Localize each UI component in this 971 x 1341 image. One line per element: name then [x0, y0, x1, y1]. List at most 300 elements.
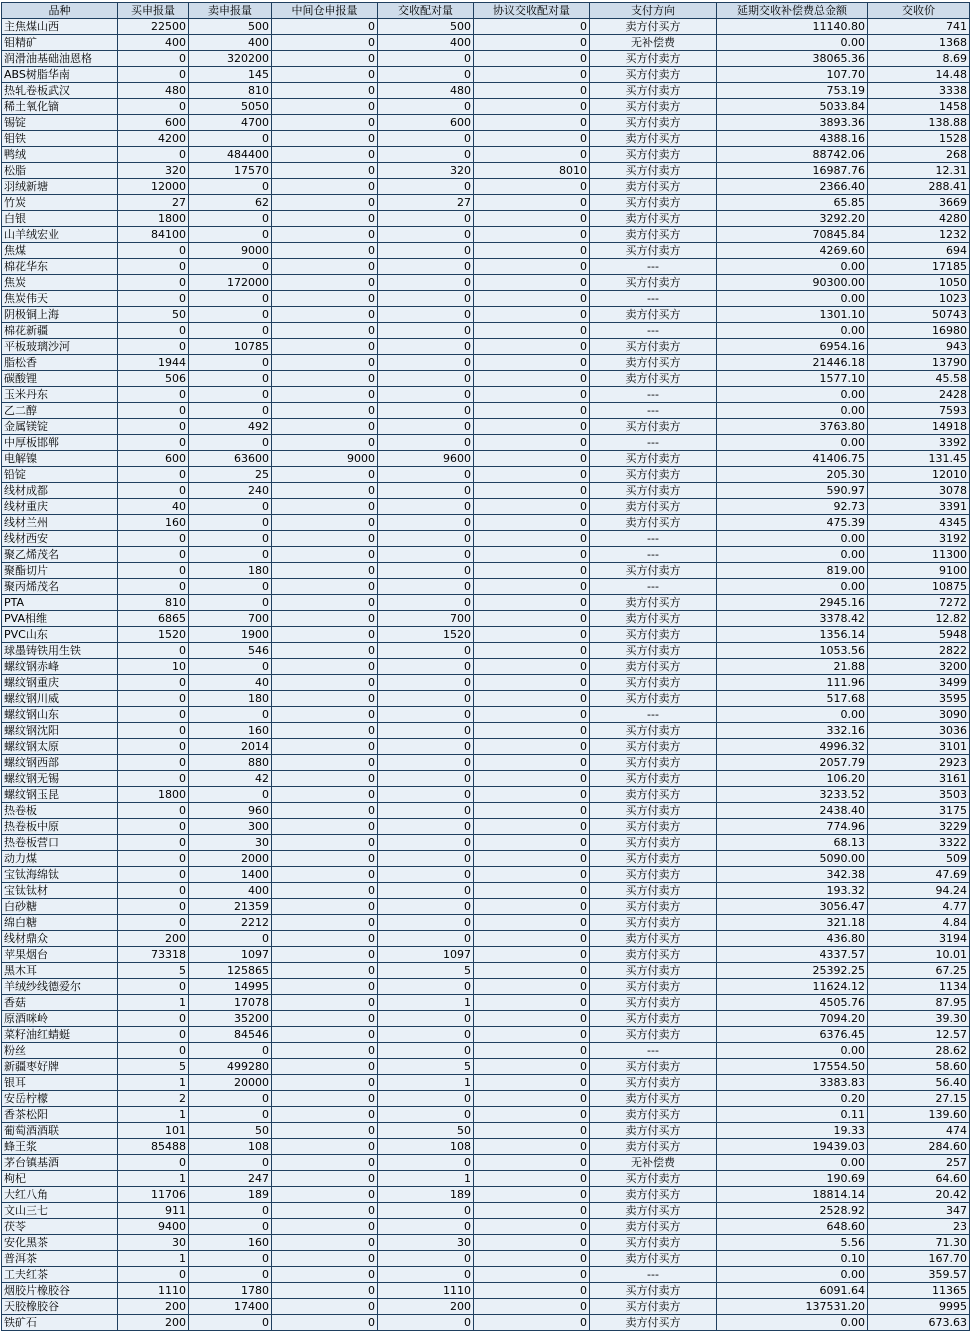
delivery-price-cell: 3229 [868, 819, 970, 835]
delivery-price-cell: 694 [868, 243, 970, 259]
delivery-price-cell: 12.82 [868, 611, 970, 627]
col-header-sell-declared: 卖申报量 [189, 3, 272, 19]
variety-cell: 竹炭 [2, 195, 118, 211]
compensation-total-cell: 0.11 [717, 1107, 868, 1123]
agreement-matched-cell: 0 [474, 1139, 590, 1155]
agreement-matched-cell: 0 [474, 547, 590, 563]
delivery-price-cell: 4.77 [868, 899, 970, 915]
variety-cell: 阴极铜上海 [2, 307, 118, 323]
delivery-price-cell: 14.48 [868, 67, 970, 83]
variety-cell: 螺纹钢重庆 [2, 675, 118, 691]
delivery-price-cell: 3200 [868, 659, 970, 675]
delivery-matched-cell: 400 [378, 35, 474, 51]
buy-declared-cell: 0 [118, 755, 189, 771]
delivery-matched-cell: 0 [378, 1107, 474, 1123]
compensation-total-cell: 107.70 [717, 67, 868, 83]
sell-declared-cell: 125865 [189, 963, 272, 979]
variety-cell: 脂松香 [2, 355, 118, 371]
compensation-total-cell: 1053.56 [717, 643, 868, 659]
intermediate-declared-cell: 0 [272, 755, 378, 771]
delivery-price-cell: 3499 [868, 675, 970, 691]
table-row [2, 1187, 970, 1203]
intermediate-declared-cell: 0 [272, 531, 378, 547]
col-header-intermediate-declared: 中间仓申报量 [272, 3, 378, 19]
intermediate-declared-cell: 0 [272, 1171, 378, 1187]
buy-declared-cell: 1944 [118, 355, 189, 371]
compensation-total-cell: 0.00 [717, 579, 868, 595]
payment-direction-cell: 卖方付买方 [590, 595, 717, 611]
table-row [2, 451, 970, 467]
table-row [2, 1091, 970, 1107]
compensation-total-cell: 3763.80 [717, 419, 868, 435]
buy-declared-cell: 5 [118, 963, 189, 979]
payment-direction-cell: --- [590, 403, 717, 419]
compensation-total-cell: 6376.45 [717, 1027, 868, 1043]
intermediate-declared-cell: 0 [272, 1091, 378, 1107]
sell-declared-cell: 1900 [189, 627, 272, 643]
delivery-matched-cell: 0 [378, 1315, 474, 1331]
compensation-total-cell: 205.30 [717, 467, 868, 483]
agreement-matched-cell: 0 [474, 819, 590, 835]
intermediate-declared-cell: 0 [272, 387, 378, 403]
sell-declared-cell: 160 [189, 1235, 272, 1251]
payment-direction-cell: --- [590, 547, 717, 563]
buy-declared-cell: 200 [118, 1299, 189, 1315]
table-row [2, 579, 970, 595]
table-row [2, 675, 970, 691]
sell-declared-cell: 546 [189, 643, 272, 659]
intermediate-declared-cell: 0 [272, 1283, 378, 1299]
payment-direction-cell: 买方付卖方 [590, 563, 717, 579]
variety-cell: 金属镁锭 [2, 419, 118, 435]
intermediate-declared-cell: 0 [272, 787, 378, 803]
delivery-matched-cell: 0 [378, 787, 474, 803]
compensation-total-cell: 11140.80 [717, 19, 868, 35]
variety-cell: 葡萄酒酒联 [2, 1123, 118, 1139]
intermediate-declared-cell: 0 [272, 563, 378, 579]
delivery-matched-cell: 0 [378, 691, 474, 707]
variety-cell: 焦炭 [2, 275, 118, 291]
delivery-matched-cell: 0 [378, 1043, 474, 1059]
buy-declared-cell: 911 [118, 1203, 189, 1219]
agreement-matched-cell: 0 [474, 579, 590, 595]
payment-direction-cell: 买方付卖方 [590, 1299, 717, 1315]
compensation-total-cell: 0.00 [717, 1043, 868, 1059]
buy-declared-cell: 4200 [118, 131, 189, 147]
table-row [2, 1155, 970, 1171]
agreement-matched-cell: 0 [474, 627, 590, 643]
sell-declared-cell: 180 [189, 563, 272, 579]
table-row [2, 259, 970, 275]
variety-cell: 菜籽油红蜻蜓 [2, 1027, 118, 1043]
buy-declared-cell: 0 [118, 243, 189, 259]
table-row [2, 35, 970, 51]
table-row [2, 291, 970, 307]
delivery-price-cell: 3322 [868, 835, 970, 851]
variety-cell: 线材西安 [2, 531, 118, 547]
intermediate-declared-cell: 0 [272, 323, 378, 339]
intermediate-declared-cell: 0 [272, 259, 378, 275]
variety-cell: 苹果烟台 [2, 947, 118, 963]
table-row [2, 1267, 970, 1283]
buy-declared-cell: 0 [118, 387, 189, 403]
buy-declared-cell: 0 [118, 403, 189, 419]
buy-declared-cell: 810 [118, 595, 189, 611]
delivery-matched-cell: 0 [378, 931, 474, 947]
intermediate-declared-cell: 0 [272, 947, 378, 963]
table-row [2, 147, 970, 163]
buy-declared-cell: 0 [118, 851, 189, 867]
delivery-matched-cell: 0 [378, 835, 474, 851]
table-row [2, 611, 970, 627]
buy-declared-cell: 85488 [118, 1139, 189, 1155]
col-header-buy-declared: 买申报量 [118, 3, 189, 19]
delivery-matched-cell: 0 [378, 1219, 474, 1235]
table-row [2, 1027, 970, 1043]
table-row [2, 83, 970, 99]
delivery-price-cell: 16980 [868, 323, 970, 339]
table-row [2, 979, 970, 995]
delivery-matched-cell: 0 [378, 1011, 474, 1027]
agreement-matched-cell: 0 [474, 979, 590, 995]
variety-cell: 香茶松阳 [2, 1107, 118, 1123]
table-row [2, 499, 970, 515]
variety-cell: 线材重庆 [2, 499, 118, 515]
variety-cell: 天胶橡胶谷 [2, 1299, 118, 1315]
variety-cell: 球墨铸铁用生铁 [2, 643, 118, 659]
variety-cell: 平板玻璃沙河 [2, 339, 118, 355]
payment-direction-cell: 卖方付买方 [590, 515, 717, 531]
payment-direction-cell: 卖方付买方 [590, 1219, 717, 1235]
intermediate-declared-cell: 0 [272, 403, 378, 419]
intermediate-declared-cell: 0 [272, 883, 378, 899]
compensation-total-cell: 0.20 [717, 1091, 868, 1107]
delivery-matched-cell: 0 [378, 243, 474, 259]
compensation-total-cell: 4269.60 [717, 243, 868, 259]
delivery-matched-cell: 0 [378, 67, 474, 83]
buy-declared-cell: 101 [118, 1123, 189, 1139]
agreement-matched-cell: 0 [474, 291, 590, 307]
buy-declared-cell: 0 [118, 739, 189, 755]
agreement-matched-cell: 0 [474, 1219, 590, 1235]
intermediate-declared-cell: 0 [272, 1299, 378, 1315]
buy-declared-cell: 0 [118, 531, 189, 547]
payment-direction-cell: 买方付卖方 [590, 883, 717, 899]
buy-declared-cell: 0 [118, 835, 189, 851]
sell-declared-cell: 0 [189, 707, 272, 723]
payment-direction-cell: 买方付卖方 [590, 243, 717, 259]
buy-declared-cell: 160 [118, 515, 189, 531]
intermediate-declared-cell: 0 [272, 611, 378, 627]
table-row [2, 323, 970, 339]
delivery-price-cell: 39.30 [868, 1011, 970, 1027]
delivery-matched-cell: 0 [378, 211, 474, 227]
intermediate-declared-cell: 0 [272, 1043, 378, 1059]
payment-direction-cell: 买方付卖方 [590, 1235, 717, 1251]
payment-direction-cell: 买方付卖方 [590, 1027, 717, 1043]
payment-direction-cell: 买方付卖方 [590, 691, 717, 707]
variety-cell: 螺纹钢玉昆 [2, 787, 118, 803]
variety-cell: 螺纹钢太原 [2, 739, 118, 755]
delivery-price-cell: 1368 [868, 35, 970, 51]
variety-cell: 聚乙烯茂名 [2, 547, 118, 563]
intermediate-declared-cell: 0 [272, 1027, 378, 1043]
buy-declared-cell: 0 [118, 643, 189, 659]
variety-cell: 聚丙烯茂名 [2, 579, 118, 595]
sell-declared-cell: 17570 [189, 163, 272, 179]
intermediate-declared-cell: 0 [272, 643, 378, 659]
payment-direction-cell: 卖方付买方 [590, 307, 717, 323]
agreement-matched-cell: 0 [474, 675, 590, 691]
buy-declared-cell: 30 [118, 1235, 189, 1251]
delivery-price-cell: 47.69 [868, 867, 970, 883]
intermediate-declared-cell: 0 [272, 19, 378, 35]
agreement-matched-cell: 0 [474, 1059, 590, 1075]
table-row [2, 995, 970, 1011]
delivery-price-cell: 3595 [868, 691, 970, 707]
table-row [2, 1251, 970, 1267]
delivery-matched-cell: 0 [378, 579, 474, 595]
delivery-price-cell: 9100 [868, 563, 970, 579]
variety-cell: 黑木耳 [2, 963, 118, 979]
agreement-matched-cell: 0 [474, 259, 590, 275]
buy-declared-cell: 0 [118, 691, 189, 707]
intermediate-declared-cell: 0 [272, 211, 378, 227]
compensation-total-cell: 88742.06 [717, 147, 868, 163]
sell-declared-cell: 0 [189, 515, 272, 531]
intermediate-declared-cell: 0 [272, 675, 378, 691]
buy-declared-cell: 1110 [118, 1283, 189, 1299]
delivery-price-cell: 17185 [868, 259, 970, 275]
sell-declared-cell: 0 [189, 371, 272, 387]
intermediate-declared-cell: 0 [272, 147, 378, 163]
intermediate-declared-cell: 0 [272, 499, 378, 515]
intermediate-declared-cell: 0 [272, 899, 378, 915]
variety-cell: 烟胶片橡胶谷 [2, 1283, 118, 1299]
sell-declared-cell: 0 [189, 323, 272, 339]
intermediate-declared-cell: 0 [272, 483, 378, 499]
agreement-matched-cell: 0 [474, 1187, 590, 1203]
sell-declared-cell: 20000 [189, 1075, 272, 1091]
compensation-total-cell: 11624.12 [717, 979, 868, 995]
agreement-matched-cell: 8010 [474, 163, 590, 179]
buy-declared-cell: 73318 [118, 947, 189, 963]
delivery-price-cell: 509 [868, 851, 970, 867]
compensation-total-cell: 332.16 [717, 723, 868, 739]
variety-cell: 热卷板营口 [2, 835, 118, 851]
variety-cell: 原酒咪岭 [2, 1011, 118, 1027]
sell-declared-cell: 0 [189, 291, 272, 307]
compensation-total-cell: 0.00 [717, 259, 868, 275]
payment-direction-cell: 买方付卖方 [590, 867, 717, 883]
table-row [2, 483, 970, 499]
buy-declared-cell: 1800 [118, 211, 189, 227]
table-row [2, 67, 970, 83]
delivery-matched-cell: 0 [378, 1251, 474, 1267]
delivery-matched-cell: 0 [378, 1155, 474, 1171]
variety-cell: PVC山东 [2, 627, 118, 643]
sell-declared-cell: 21359 [189, 899, 272, 915]
intermediate-declared-cell: 0 [272, 995, 378, 1011]
agreement-matched-cell: 0 [474, 339, 590, 355]
payment-direction-cell: --- [590, 259, 717, 275]
compensation-total-cell: 21446.18 [717, 355, 868, 371]
agreement-matched-cell: 0 [474, 467, 590, 483]
sell-declared-cell: 25 [189, 467, 272, 483]
variety-cell: 焦炭伟天 [2, 291, 118, 307]
sell-declared-cell: 0 [189, 1091, 272, 1107]
variety-cell: 白银 [2, 211, 118, 227]
variety-cell: 宝钛海绵钛 [2, 867, 118, 883]
delivery-price-cell: 347 [868, 1203, 970, 1219]
variety-cell: PVA相维 [2, 611, 118, 627]
table-row [2, 515, 970, 531]
table-row [2, 195, 970, 211]
agreement-matched-cell: 0 [474, 83, 590, 99]
agreement-matched-cell: 0 [474, 867, 590, 883]
compensation-total-cell: 4996.32 [717, 739, 868, 755]
variety-cell: PTA [2, 595, 118, 611]
variety-cell: 中厚板邯郸 [2, 435, 118, 451]
delivery-price-cell: 8.69 [868, 51, 970, 67]
delivery-matched-cell: 0 [378, 147, 474, 163]
compensation-total-cell: 4337.57 [717, 947, 868, 963]
sell-declared-cell: 10785 [189, 339, 272, 355]
payment-direction-cell: 买方付卖方 [590, 163, 717, 179]
payment-direction-cell: 买方付卖方 [590, 275, 717, 291]
table-row [2, 1171, 970, 1187]
intermediate-declared-cell: 0 [272, 1187, 378, 1203]
delivery-matched-cell: 0 [378, 899, 474, 915]
payment-direction-cell: --- [590, 531, 717, 547]
delivery-matched-cell: 0 [378, 771, 474, 787]
variety-cell: 焦煤 [2, 243, 118, 259]
buy-declared-cell: 6865 [118, 611, 189, 627]
payment-direction-cell: 买方付卖方 [590, 339, 717, 355]
col-header-payment-direction: 支付方向 [590, 3, 717, 19]
variety-cell: 粉丝 [2, 1043, 118, 1059]
sell-declared-cell: 14995 [189, 979, 272, 995]
payment-direction-cell: 卖方付买方 [590, 1107, 717, 1123]
compensation-total-cell: 25392.25 [717, 963, 868, 979]
compensation-total-cell: 106.20 [717, 771, 868, 787]
agreement-matched-cell: 0 [474, 451, 590, 467]
variety-cell: 稀土氧化镝 [2, 99, 118, 115]
table-row [2, 1011, 970, 1027]
agreement-matched-cell: 0 [474, 147, 590, 163]
payment-direction-cell: 买方付卖方 [590, 99, 717, 115]
agreement-matched-cell: 0 [474, 483, 590, 499]
payment-direction-cell: 买方付卖方 [590, 1075, 717, 1091]
compensation-total-cell: 0.00 [717, 403, 868, 419]
buy-declared-cell: 0 [118, 867, 189, 883]
table-row [2, 963, 970, 979]
payment-direction-cell: 买方付卖方 [590, 467, 717, 483]
settlement-table-container [1, 2, 970, 1331]
delivery-price-cell: 3192 [868, 531, 970, 547]
delivery-matched-cell: 108 [378, 1139, 474, 1155]
delivery-matched-cell: 0 [378, 419, 474, 435]
buy-declared-cell: 9400 [118, 1219, 189, 1235]
buy-declared-cell: 50 [118, 307, 189, 323]
delivery-price-cell: 20.42 [868, 1187, 970, 1203]
delivery-matched-cell: 0 [378, 547, 474, 563]
sell-declared-cell: 145 [189, 67, 272, 83]
buy-declared-cell: 0 [118, 323, 189, 339]
sell-declared-cell: 2014 [189, 739, 272, 755]
buy-declared-cell: 0 [118, 419, 189, 435]
intermediate-declared-cell: 0 [272, 659, 378, 675]
buy-declared-cell: 200 [118, 1315, 189, 1331]
variety-cell: 茅台镇基酒 [2, 1155, 118, 1171]
delivery-price-cell: 4.84 [868, 915, 970, 931]
variety-cell: 螺纹钢沈阳 [2, 723, 118, 739]
delivery-matched-cell: 1520 [378, 627, 474, 643]
sell-declared-cell: 247 [189, 1171, 272, 1187]
compensation-total-cell: 90300.00 [717, 275, 868, 291]
payment-direction-cell: 卖方付买方 [590, 931, 717, 947]
delivery-matched-cell: 0 [378, 387, 474, 403]
delivery-matched-cell: 0 [378, 643, 474, 659]
payment-direction-cell: 卖方付买方 [590, 787, 717, 803]
compensation-total-cell: 2438.40 [717, 803, 868, 819]
table-row [2, 803, 970, 819]
delivery-matched-cell: 0 [378, 1267, 474, 1283]
intermediate-declared-cell: 0 [272, 51, 378, 67]
agreement-matched-cell: 0 [474, 435, 590, 451]
variety-cell: 松脂 [2, 163, 118, 179]
variety-cell: 大红八角 [2, 1187, 118, 1203]
intermediate-declared-cell: 0 [272, 931, 378, 947]
variety-cell: 线材兰州 [2, 515, 118, 531]
delivery-matched-cell: 1 [378, 1171, 474, 1187]
intermediate-declared-cell: 0 [272, 1315, 378, 1331]
agreement-matched-cell: 0 [474, 1283, 590, 1299]
sell-declared-cell: 0 [189, 259, 272, 275]
sell-declared-cell: 160 [189, 723, 272, 739]
intermediate-declared-cell: 0 [272, 819, 378, 835]
delivery-price-cell: 10.01 [868, 947, 970, 963]
payment-direction-cell: 卖方付买方 [590, 179, 717, 195]
table-body [2, 19, 970, 1331]
payment-direction-cell: 卖方付买方 [590, 499, 717, 515]
variety-cell: 热卷板 [2, 803, 118, 819]
agreement-matched-cell: 0 [474, 883, 590, 899]
buy-declared-cell: 0 [118, 51, 189, 67]
sell-declared-cell: 0 [189, 1203, 272, 1219]
delivery-matched-cell: 0 [378, 131, 474, 147]
delivery-price-cell: 3090 [868, 707, 970, 723]
buy-declared-cell: 400 [118, 35, 189, 51]
agreement-matched-cell: 0 [474, 1011, 590, 1027]
delivery-matched-cell: 0 [378, 51, 474, 67]
payment-direction-cell: 买方付卖方 [590, 899, 717, 915]
delivery-matched-cell: 0 [378, 323, 474, 339]
compensation-total-cell: 648.60 [717, 1219, 868, 1235]
variety-cell: 动力煤 [2, 851, 118, 867]
payment-direction-cell: 买方付卖方 [590, 771, 717, 787]
payment-direction-cell: --- [590, 291, 717, 307]
payment-direction-cell: 卖方付买方 [590, 947, 717, 963]
compensation-total-cell: 6091.64 [717, 1283, 868, 1299]
delivery-price-cell: 943 [868, 339, 970, 355]
agreement-matched-cell: 0 [474, 227, 590, 243]
agreement-matched-cell: 0 [474, 1251, 590, 1267]
table-row [2, 595, 970, 611]
intermediate-declared-cell: 0 [272, 1011, 378, 1027]
agreement-matched-cell: 0 [474, 1075, 590, 1091]
compensation-total-cell: 70845.84 [717, 227, 868, 243]
